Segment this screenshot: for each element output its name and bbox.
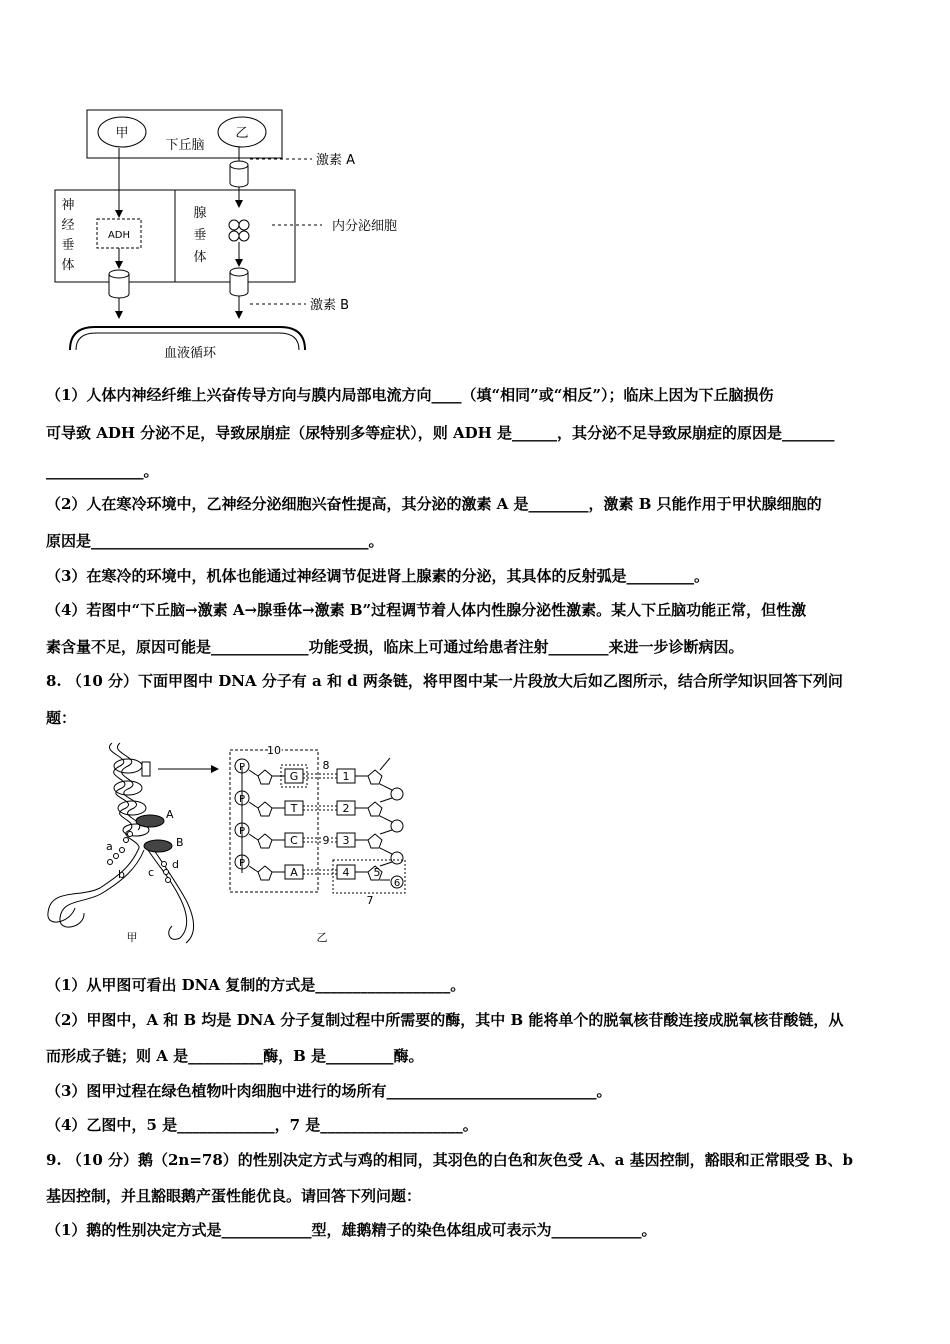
cell-jia-label: 甲 — [115, 126, 129, 141]
blood-label: 血液循环 — [163, 346, 217, 361]
base-A: A — [290, 866, 298, 879]
q8-stem-1: 8. （10 分）下面甲图中 DNA 分子有 a 和 d 两条链，将甲图中某一片段放大后如乙图所示，结合所学知识回答下列问 — [46, 672, 843, 690]
vesicle-neuro — [109, 270, 129, 298]
fig2-label-3: 3 — [342, 834, 350, 847]
fig2-label-5: 5 — [373, 866, 381, 879]
q7-line-4: （2）人在寒冷环境中，乙神经分泌细胞兴奋性提高，其分泌的激素 A 是________，激素 B 只能作用于甲状腺细胞的 — [46, 495, 822, 513]
hormone-regulation-diagram — [50, 105, 430, 370]
fig2-label-8: 8 — [322, 759, 330, 772]
cell-yi-label: 乙 — [235, 126, 249, 141]
q8-part-3: （3）图甲过程在绿色植物叶肉细胞中进行的场所有____________________________。 — [46, 1082, 612, 1100]
phosphate-label-2: P — [238, 794, 246, 805]
enzyme-a — [136, 815, 164, 827]
hormone-b-label: 激素 B — [310, 298, 350, 313]
base-G: G — [289, 770, 299, 783]
fig2-label-1: 1 — [342, 770, 350, 783]
base-T: T — [290, 802, 298, 815]
q7-line-1: （1）人体内神经纤维上兴奋传导方向与膜内局部电流方向____（填“相同”或“相反”）；临床上因为下丘脑损伤 — [46, 386, 774, 404]
fig2-label-b: b — [118, 868, 125, 881]
q8-part-2b: 而形成子链；则 A 是__________酶，B 是_________酶。 — [46, 1047, 424, 1065]
vesicle-hormone-b — [230, 268, 248, 296]
fig2-label-6: 6 — [393, 878, 401, 889]
fig2-label-9: 9 — [322, 834, 330, 847]
fig2-label-a: a — [106, 840, 113, 853]
endocrine-cells — [229, 220, 249, 241]
fig2-label-c: c — [148, 866, 155, 879]
phosphate-label-4: P — [238, 858, 246, 869]
base-C: C — [290, 834, 298, 847]
fig2-label-jia: 甲 — [126, 931, 138, 944]
q7-line-8: 素含量不足，原因可能是_____________功能受损，临床上可通过给患者注射________来进一步诊断病因。 — [46, 638, 744, 656]
vesicle-hormone-a — [230, 161, 248, 187]
fig2-label-yi: 乙 — [316, 931, 328, 944]
q9-stem-1: 9. （10 分）鹅（2n=78）的性别决定方式与鸡的相同，其羽色的白色和灰色受 A、a 基因控制，豁眼和正常眼受 B、b — [46, 1151, 853, 1169]
fig2-label-2: 2 — [342, 802, 350, 815]
adenohypophysis-char-2: 垂 — [193, 228, 207, 243]
q7-line-3: _____________。 — [46, 462, 159, 480]
q7-line-5: 原因是_____________________________________。 — [46, 532, 384, 550]
phosphate-label-1: P — [238, 762, 246, 773]
endocrine-cell-label: 内分泌细胞 — [332, 219, 398, 234]
adenohypophysis-char-3: 体 — [193, 250, 207, 265]
enzyme-b — [144, 840, 172, 852]
left-backbone — [242, 766, 303, 880]
q7-line-2: 可导致 ADH 分泌不足，导致尿崩症（尿特别多等症状），则 ADH 是______，其分泌不足导致尿崩症的原因是_______ — [46, 424, 835, 442]
neurohypophysis-char-2: 经 — [61, 218, 75, 233]
dna-replication-diagram — [40, 738, 420, 948]
q8-part-2a: （2）甲图中，A 和 B 均是 DNA 分子复制过程中所需要的酶，其中 B 能将单个的脱氧核苷酸连接成脱氧核苷酸链，从 — [46, 1011, 844, 1029]
fig2-label-10: 10 — [267, 744, 281, 757]
q7-line-7: （4）若图中“下丘脑→激素 A→腺垂体→激素 B”过程调节着人体内性腺分泌性激素。某人下丘脑功能正常，但性激 — [46, 601, 807, 619]
q7-line-6: （3）在寒冷的环境中，机体也能通过神经调节促进肾上腺素的分泌，其具体的反射弧是_________。 — [46, 567, 709, 585]
neurohypophysis-char-1: 神 — [61, 198, 75, 213]
fig2-label-B: B — [176, 836, 184, 849]
hydrogen-bonds — [303, 774, 337, 874]
adenohypophysis-char-1: 腺 — [193, 206, 207, 221]
adh-label: ADH — [107, 230, 131, 241]
fig2-label-4: 4 — [342, 866, 350, 879]
phosphate-label-3: P — [238, 826, 246, 837]
neurohypophysis-char-3: 垂 — [61, 238, 75, 253]
neurohypophysis-char-4: 体 — [61, 258, 75, 273]
fig2-label-7: 7 — [366, 894, 374, 907]
dna-coil — [48, 743, 194, 943]
q8-stem-2: 题： — [46, 709, 77, 727]
q8-part-1: （1）从甲图可看出 DNA 复制的方式是__________________。 — [46, 976, 466, 994]
hypothalamus-label: 下丘脑 — [165, 138, 205, 153]
q9-stem-2: 基因控制，并且豁眼鹅产蛋性能优良。请回答下列问题： — [46, 1187, 422, 1205]
fig2-label-d: d — [172, 858, 179, 871]
q9-part-1: （1）鹅的性别决定方式是____________型，雄鹅精子的染色体组成可表示为____________。 — [46, 1221, 657, 1239]
hormone-a-label: 激素 A — [316, 153, 356, 168]
q8-part-4: （4）乙图中，5 是_____________，7 是___________________。 — [46, 1116, 478, 1134]
fig2-label-A: A — [166, 808, 174, 821]
